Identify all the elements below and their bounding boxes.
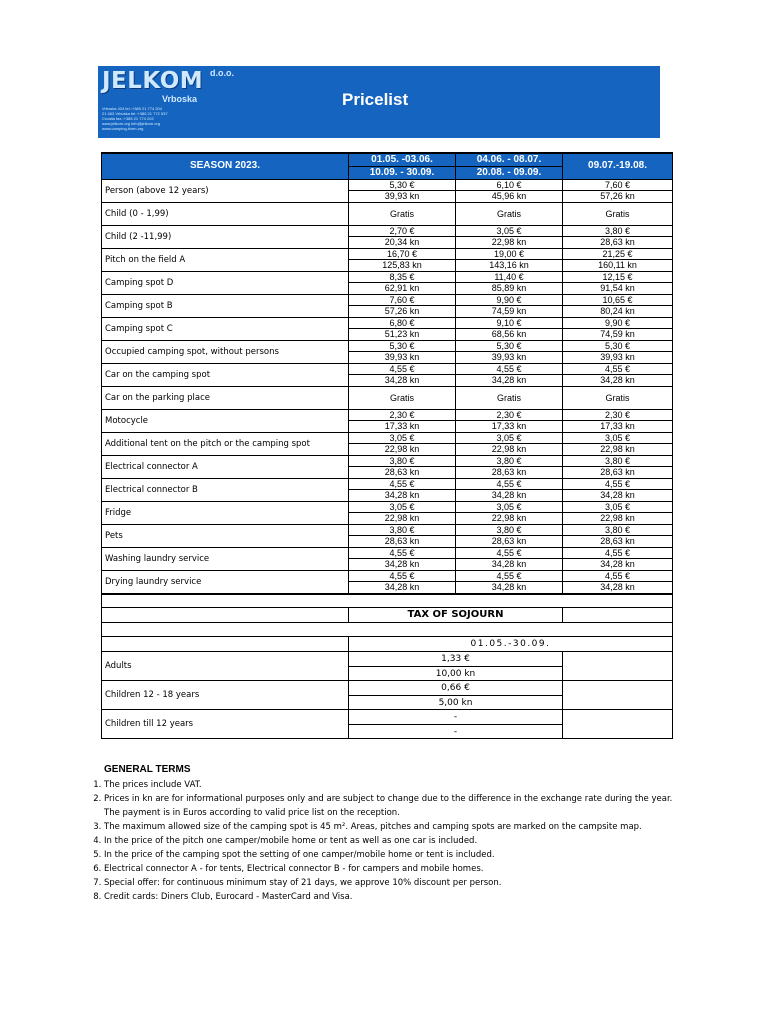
terms-item: [104, 848, 720, 862]
price-eur: 11,40 €: [456, 272, 562, 283]
price-kn: 28,63 kn: [600, 236, 635, 247]
price-cell: [456, 363, 563, 386]
price-cell: [349, 317, 456, 340]
price-kn: 34,28 kn: [600, 581, 635, 592]
price-cell: [456, 179, 563, 202]
price-eur: 9,90 €: [563, 318, 672, 329]
price-cell: [349, 432, 456, 455]
price-eur: 4,55 €: [563, 571, 672, 582]
price-eur: 10,65 €: [563, 295, 672, 306]
general-terms: [80, 764, 720, 904]
price-kn: 34,28 kn: [491, 558, 527, 569]
tax-eur: 1,33 €: [349, 652, 563, 667]
row-label: Fridge: [102, 501, 349, 524]
period-header: 09.07.-19.08.: [563, 153, 673, 179]
price-cell: [456, 225, 563, 248]
season-header: SEASON 2023.: [102, 153, 349, 179]
price-kn: 20,34 kn: [384, 236, 420, 247]
price-cell: [563, 455, 673, 478]
terms-item: [104, 862, 720, 876]
row-label: Occupied camping spot, without persons: [102, 340, 349, 363]
price-kn: 17,33 kn: [491, 420, 527, 431]
terms-item: [104, 778, 720, 792]
price-cell: Gratis: [563, 202, 673, 225]
terms-item: [104, 792, 720, 820]
terms-text-cont: The payment is in Euros according to valid price list on the reception.: [104, 808, 400, 818]
price-cell: [456, 547, 563, 570]
spacer-row: [102, 594, 673, 608]
row-label: Drying laundry service: [102, 570, 349, 594]
table-row: [102, 432, 673, 455]
tax-label: Children till 12 years: [102, 710, 349, 739]
tax-title: TAX OF SOJOURN: [349, 608, 563, 623]
price-cell: [563, 317, 673, 340]
price-eur: 3,80 €: [563, 525, 672, 536]
price-kn: 22,98 kn: [491, 512, 527, 523]
price-kn: 22,98 kn: [491, 236, 527, 247]
price-cell: [456, 570, 563, 594]
price-eur: 2,30 €: [349, 410, 455, 421]
price-kn: 74,59 kn: [491, 305, 527, 316]
price-eur: 21,25 €: [563, 249, 672, 260]
price-kn: 39,93 kn: [384, 351, 420, 362]
terms-text: Credit cards: Diners Club, Eurocard - MasterCard and Visa.: [104, 892, 353, 902]
price-kn: 28,63 kn: [600, 535, 635, 546]
terms-text: Special offer: for continuous minimum stay of 21 days, we approve 10% discount per person.: [104, 878, 502, 888]
price-cell: Gratis: [349, 386, 456, 409]
page-title: Pricelist: [342, 90, 409, 109]
price-cell: Gratis: [349, 202, 456, 225]
price-cell: [349, 248, 456, 271]
price-eur: 5,30 €: [349, 341, 455, 352]
table-row: [102, 386, 673, 409]
price-eur: 3,80 €: [349, 525, 455, 536]
price-cell: [349, 501, 456, 524]
price-cell: [456, 317, 563, 340]
terms-text: In the price of the pitch one camper/mobile home or tent as well as one car is included.: [104, 836, 478, 846]
price-cell: [563, 225, 673, 248]
terms-item: [104, 876, 720, 890]
row-label: Electrical connector B: [102, 478, 349, 501]
price-cell: [563, 179, 673, 202]
price-eur: 5,30 €: [563, 341, 672, 352]
contact-line: Croatia fax.:+385 21 774 202: [102, 116, 154, 121]
row-label: Camping spot D: [102, 271, 349, 294]
price-cell: [563, 248, 673, 271]
price-cell: [349, 271, 456, 294]
price-eur: 4,55 €: [456, 571, 562, 582]
price-eur: 5,30 €: [456, 341, 562, 352]
price-kn: 22,98 kn: [600, 512, 635, 523]
table-row: [102, 202, 673, 225]
terms-text: Electrical connector A - for tents, Electrical connector B - for campers and mobile homes.: [104, 864, 484, 874]
row-label: Car on the parking place: [102, 386, 349, 409]
price-eur: 3,80 €: [563, 456, 672, 467]
table-row: [102, 271, 673, 294]
price-cell: [456, 271, 563, 294]
tax-row: [102, 652, 673, 667]
tax-kn: 5,00 kn: [349, 696, 563, 710]
table-row: [102, 248, 673, 271]
tax-kn: -: [349, 725, 563, 739]
price-kn: 125,83 kn: [382, 259, 422, 270]
price-eur: 3,80 €: [349, 456, 455, 467]
terms-text: The maximum allowed size of the camping spot is 45 m². Areas, pitches and camping spots are marked on the campsite map.: [104, 822, 642, 832]
price-kn: 34,28 kn: [600, 374, 635, 385]
price-eur: 16,70 €: [349, 249, 455, 260]
row-label: Child (0 - 1,99): [102, 202, 349, 225]
terms-item: [104, 890, 720, 904]
table-row: [102, 179, 673, 202]
price-eur: 3,05 €: [456, 502, 562, 513]
tax-eur: -: [349, 710, 563, 725]
price-kn: 143,16 kn: [489, 259, 529, 270]
price-kn: 80,24 kn: [600, 305, 635, 316]
price-eur: 3,05 €: [456, 433, 562, 444]
price-kn: 28,63 kn: [600, 466, 635, 477]
row-label: Camping spot C: [102, 317, 349, 340]
price-cell: [349, 340, 456, 363]
terms-item: [104, 834, 720, 848]
price-cell: [456, 294, 563, 317]
price-cell: [563, 363, 673, 386]
price-eur: 3,05 €: [563, 502, 672, 513]
price-cell: [563, 294, 673, 317]
price-kn: 39,93 kn: [384, 190, 420, 201]
price-cell: [563, 432, 673, 455]
price-eur: 4,55 €: [456, 548, 562, 559]
price-kn: 34,28 kn: [491, 581, 527, 592]
price-kn: 74,59 kn: [600, 328, 635, 339]
price-eur: 4,55 €: [349, 548, 455, 559]
price-kn: 22,98 kn: [384, 443, 420, 454]
pricelist-table: [101, 152, 673, 739]
contact-block: [102, 106, 248, 131]
price-eur: 9,10 €: [456, 318, 562, 329]
price-eur: 7,60 €: [563, 180, 672, 191]
price-eur: 3,80 €: [456, 525, 562, 536]
price-eur: 7,60 €: [349, 295, 455, 306]
price-kn: 160,11 kn: [598, 259, 637, 270]
price-cell: [349, 524, 456, 547]
price-kn: 39,93 kn: [491, 351, 527, 362]
price-eur: 3,80 €: [456, 456, 562, 467]
logo-brand: JELKOM: [102, 68, 204, 94]
price-kn: 34,28 kn: [600, 558, 635, 569]
row-label: Motocycle: [102, 409, 349, 432]
tax-eur: 0,66 €: [349, 681, 563, 696]
price-kn: 28,63 kn: [384, 466, 420, 477]
row-label: Washing laundry service: [102, 547, 349, 570]
table-row: [102, 363, 673, 386]
empty-cell: [563, 652, 673, 681]
price-cell: [563, 340, 673, 363]
row-label: Pitch on the field A: [102, 248, 349, 271]
price-cell: [563, 271, 673, 294]
table-row: [102, 340, 673, 363]
price-eur: 12,15 €: [563, 272, 672, 283]
price-eur: 4,55 €: [563, 479, 672, 490]
period-header: 10.09. - 30.09.: [349, 166, 456, 179]
price-kn: 34,28 kn: [491, 489, 527, 500]
price-cell: [349, 409, 456, 432]
price-eur: 3,05 €: [349, 502, 455, 513]
price-cell: [563, 409, 673, 432]
table-row: [102, 225, 673, 248]
price-kn: 45,96 kn: [491, 190, 527, 201]
price-kn: 28,63 kn: [491, 466, 527, 477]
terms-list: [80, 778, 720, 904]
empty-cell: [563, 681, 673, 710]
price-cell: [563, 570, 673, 594]
price-kn: 51,23 kn: [384, 328, 420, 339]
price-cell: [563, 478, 673, 501]
table-row: [102, 501, 673, 524]
spacer-row: [102, 623, 673, 637]
price-kn: 22,98 kn: [600, 443, 635, 454]
price-eur: 2,30 €: [563, 410, 672, 421]
terms-text: Prices in kn are for informational purposes only and are subject to change due to the difference in the exchange rate during the year.: [104, 794, 673, 804]
row-label: Car on the camping spot: [102, 363, 349, 386]
price-cell: [349, 455, 456, 478]
price-cell: [456, 340, 563, 363]
empty-cell: [563, 710, 673, 739]
price-kn: 22,98 kn: [384, 512, 420, 523]
price-kn: 34,28 kn: [384, 489, 420, 500]
table-row: [102, 317, 673, 340]
price-cell: [456, 409, 563, 432]
price-kn: 39,93 kn: [600, 351, 635, 362]
contact-line: www.jelkom.org info@jelkom.org: [102, 121, 161, 126]
price-cell: [349, 294, 456, 317]
price-kn: 62,91 kn: [384, 282, 420, 293]
price-eur: 19,00 €: [456, 249, 562, 260]
table-row: [102, 455, 673, 478]
price-kn: 17,33 kn: [600, 420, 635, 431]
contact-line: 21 463 Vrboska tel.:+385 21 772 537: [102, 111, 168, 116]
header-banner: [98, 66, 660, 138]
price-cell: [349, 225, 456, 248]
logo-suffix: d.o.o.: [210, 68, 234, 78]
price-kn: 85,89 kn: [491, 282, 527, 293]
price-kn: 57,26 kn: [600, 190, 635, 201]
price-eur: 6,80 €: [349, 318, 455, 329]
price-eur: 3,05 €: [456, 226, 562, 237]
period-header: 04.06. - 08.07.: [456, 153, 563, 166]
price-eur: 2,30 €: [456, 410, 562, 421]
table-row: [102, 478, 673, 501]
row-label: Person (above 12 years): [102, 179, 349, 202]
price-cell: [456, 248, 563, 271]
price-eur: 6,10 €: [456, 180, 562, 191]
price-eur: 4,55 €: [456, 479, 562, 490]
price-cell: [349, 547, 456, 570]
price-kn: 28,63 kn: [491, 535, 527, 546]
price-eur: 4,55 €: [349, 571, 455, 582]
price-cell: [456, 455, 563, 478]
tax-row: [102, 681, 673, 696]
price-eur: 3,05 €: [563, 433, 672, 444]
terms-title: GENERAL TERMS: [104, 764, 191, 775]
company-logo: [100, 68, 248, 136]
price-kn: 68,56 kn: [491, 328, 527, 339]
price-cell: Gratis: [456, 202, 563, 225]
price-eur: 4,55 €: [349, 479, 455, 490]
price-kn: 34,28 kn: [384, 558, 420, 569]
table-row: [102, 570, 673, 594]
price-kn: 57,26 kn: [384, 305, 420, 316]
row-label: Child (2 -11,99): [102, 225, 349, 248]
price-cell: [349, 179, 456, 202]
row-label: Pets: [102, 524, 349, 547]
tax-label: Adults: [102, 652, 349, 681]
period-header: 20.08. - 09.09.: [456, 166, 563, 179]
price-kn: 34,28 kn: [384, 374, 420, 385]
row-label: Electrical connector A: [102, 455, 349, 478]
terms-item: [104, 820, 720, 834]
row-label: Camping spot B: [102, 294, 349, 317]
price-cell: [456, 501, 563, 524]
price-kn: 17,33 kn: [384, 420, 420, 431]
price-eur: 8,35 €: [349, 272, 455, 283]
price-eur: 4,55 €: [349, 364, 455, 375]
tax-kn: 10,00 kn: [349, 667, 563, 681]
price-cell: [456, 478, 563, 501]
price-eur: 9,90 €: [456, 295, 562, 306]
price-cell: [349, 570, 456, 594]
contact-line: Vrboska 424 tel.:+385 21 774 204: [102, 106, 163, 111]
price-kn: 91,54 kn: [600, 282, 635, 293]
price-cell: [563, 524, 673, 547]
price-cell: [349, 363, 456, 386]
logo-town: Vrboska: [162, 94, 198, 104]
terms-text: In the price of the camping spot the setting of one camper/mobile home or tent is included.: [104, 850, 495, 860]
terms-text: The prices include VAT.: [104, 780, 202, 790]
tax-row: [102, 710, 673, 725]
table-row: [102, 524, 673, 547]
price-eur: 4,55 €: [563, 364, 672, 375]
price-cell: [563, 547, 673, 570]
price-kn: 34,28 kn: [491, 374, 527, 385]
table-row: [102, 294, 673, 317]
price-eur: 5,30 €: [349, 180, 455, 191]
price-cell: [456, 432, 563, 455]
tax-label: Children 12 - 18 years: [102, 681, 349, 710]
price-cell: Gratis: [456, 386, 563, 409]
price-cell: [349, 478, 456, 501]
price-kn: 28,63 kn: [384, 535, 420, 546]
contact-line: www.camping-tiven.org: [102, 126, 144, 131]
price-cell: [563, 501, 673, 524]
price-cell: [456, 524, 563, 547]
table-row: [102, 409, 673, 432]
price-eur: 4,55 €: [563, 548, 672, 559]
price-cell: Gratis: [563, 386, 673, 409]
price-eur: 3,80 €: [563, 226, 672, 237]
price-kn: 34,28 kn: [600, 489, 635, 500]
period-header: 01.05. -03.06.: [349, 153, 456, 166]
price-kn: 22,98 kn: [491, 443, 527, 454]
price-eur: 3,05 €: [349, 433, 455, 444]
tax-period: 01.05.-30.09.: [349, 637, 673, 652]
price-eur: 4,55 €: [456, 364, 562, 375]
row-label: Additional tent on the pitch or the camping spot: [102, 432, 349, 455]
table-row: [102, 547, 673, 570]
price-kn: 34,28 kn: [384, 581, 420, 592]
price-eur: 2,70 €: [349, 226, 455, 237]
